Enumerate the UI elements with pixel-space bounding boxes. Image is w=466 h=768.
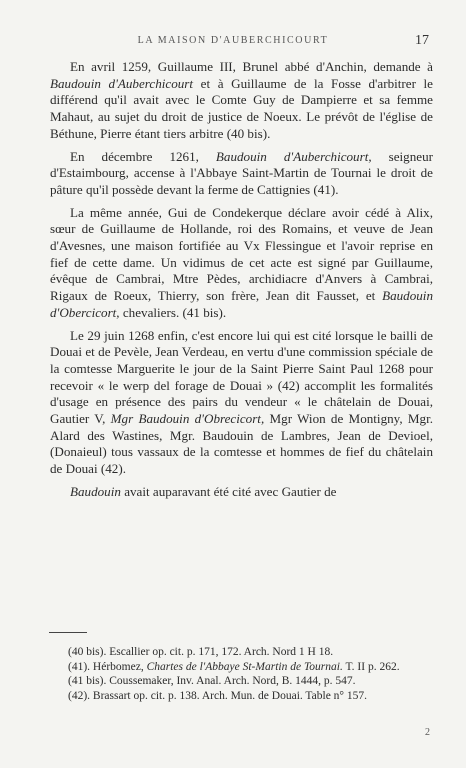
paragraph: En décembre 1261, Baudouin d'Auberchicourt, seigneur d'Estaimbourg, accense à l'Abbaye Saint-Martin de Tournai le droit de pâture qu'il possède devant la ferme de Cattignies (41). (50, 148, 433, 197)
footnote: (40 bis). Escallier op. cit. p. 171, 172. Arch. Nord 1 H 18. (68, 646, 334, 658)
footnotes (68, 646, 433, 704)
body-text (50, 59, 433, 507)
running-title: LA MAISON D'AUBERCHICOURT (137, 35, 329, 46)
footnote: (42). Brassart op. cit. p. 138. Arch. Mun. de Douai. Table n° 157. (68, 689, 368, 702)
footnote-separator (49, 632, 87, 633)
paragraph: La même année, Gui de Condekerque déclare avoir cédé à Alix, sœur de Guillaume de Hollande, roi des Romains, et veuve de Jean d'Avesnes, une maison fortifiée au Vx Flessingue et l'avoir reprise en fief de cette dame. Un vidimus de cet acte est signé par Guillaume, évêque de Cambrai, Mtre Pèdes, archidiacre d'Anvers à Cambrai, Rigaux de Roeux, Thierry, son frère, Jean dit Fausset, et Baudouin d'Obercicort, chevaliers. (41 bis). (50, 204, 433, 320)
page-number: 17 (415, 33, 429, 48)
paragraph: Le 29 juin 1268 enfin, c'est encore lui qui est cité lorsque le bailli de Douai et de Pevèle, Jean Verdeau, en vertu d'une commission spéciale de la comtesse Marguerite le jour de la Saint Pierre Saint Paul 1268 pour recevoir « le werp del forage de Douai » (42) accomplit les formalités d'usage en présence des pairs du vendeur « le châtelain de Douai, Gautier V, Mgr Baudouin d'Obrecicort, Mgr Wion de Montigny, Mgr. Alard des Wastines, Mgr. Baudouin de Lambres, Jean de Devioel, (Donaieul) tous vassaux de la comtesse et hommes de fief du châtelain de Douai (42). (50, 327, 434, 477)
footnote: (41). Hérbomez, Chartes de l'Abbaye St-Martin de Tournai. T. II p. 262. (68, 660, 400, 673)
paragraph: En avril 1259, Guillaume III, Brunel abbé d'Anchin, demande à Baudouin d'Auberchicourt et à Guillaume de la Fosse d'arbitrer le différend qu'il avait avec le Comte Guy de Dampierre et sa femme Mahaut, au sujet du droit de justice de Noeux. Le prévôt de l'église de Béthune, Pierre étant tiers arbitre (40 bis). (50, 59, 433, 141)
footnote: (41 bis). Coussemaker, Inv. Anal. Arch. Nord, B. 1444, p. 547. (68, 675, 356, 687)
signature-mark: 2 (425, 727, 430, 738)
paragraph: Baudouin avait auparavant été cité avec Gautier de (70, 483, 337, 499)
